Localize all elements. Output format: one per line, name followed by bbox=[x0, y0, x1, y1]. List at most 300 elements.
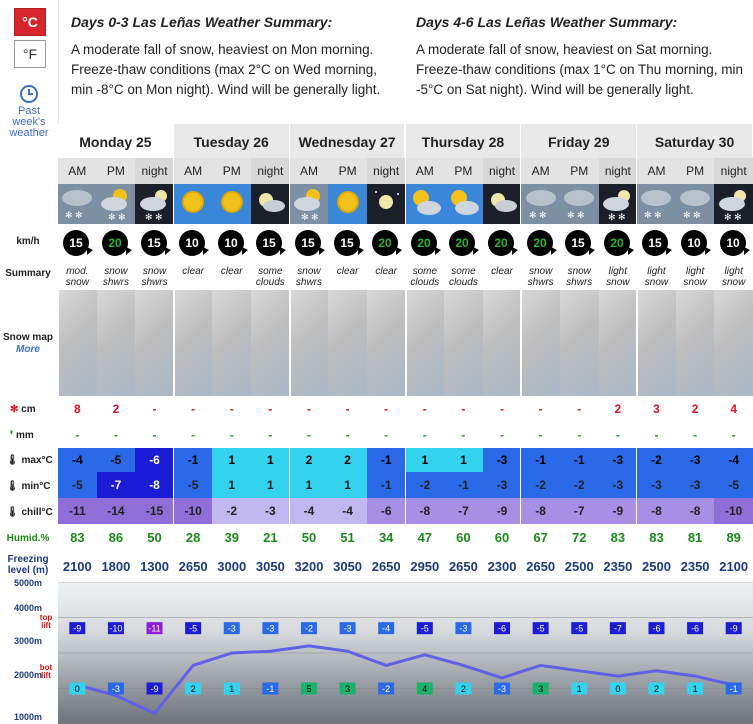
wind-speed: 15 bbox=[301, 236, 315, 250]
summary-word-1: light bbox=[724, 266, 743, 277]
day-header[interactable]: Tuesday 26 bbox=[174, 124, 290, 158]
wind-speed: 20 bbox=[455, 236, 470, 250]
bot-lift-label: bot lift bbox=[39, 663, 53, 680]
wind-speed: 10 bbox=[687, 236, 701, 250]
wind-arrow-icon bbox=[176, 227, 210, 261]
snow-map-thumb[interactable] bbox=[135, 290, 174, 396]
wind-chill-value: -15 bbox=[135, 498, 174, 524]
weather-icon bbox=[367, 184, 406, 224]
max-temp-value: 2 bbox=[328, 448, 367, 472]
max-temp-value: -1 bbox=[174, 448, 213, 472]
wind-chill-value: -7 bbox=[444, 498, 483, 524]
snow-cm-value: - bbox=[422, 402, 427, 416]
min-temp-value: 1 bbox=[290, 472, 329, 498]
period-label: PM bbox=[97, 158, 136, 184]
summary-title-right: Days 4-6 Las Leñas Weather Summary: bbox=[416, 14, 678, 30]
summary-cell bbox=[714, 264, 753, 290]
min-temp-value: -1 bbox=[444, 472, 483, 498]
summary-cell bbox=[367, 264, 406, 290]
wind-speed: 15 bbox=[146, 236, 161, 250]
max-temp-value: -5 bbox=[97, 448, 136, 472]
summary-word-1: snow bbox=[567, 266, 591, 277]
wind-chill-value: -3 bbox=[251, 498, 290, 524]
rain-mm-value: - bbox=[731, 428, 736, 442]
rain-mm-value: - bbox=[577, 428, 582, 442]
day-header[interactable]: Monday 25 bbox=[58, 124, 174, 158]
fahrenheit-button[interactable]: °F bbox=[14, 40, 46, 68]
summary-text-left: A moderate fall of snow, heaviest on Mon morning. Freeze-thaw conditions (max 2°C on Wed morning, min -8°C on Mon night). Wind will be generally light. bbox=[71, 42, 381, 97]
period-label: night bbox=[251, 158, 290, 184]
summary-word-2: shwrs bbox=[566, 277, 593, 288]
wind-speed: 15 bbox=[69, 236, 83, 250]
wind-chill-value: -4 bbox=[328, 498, 367, 524]
summary-word-1: clear bbox=[491, 266, 513, 277]
min-temp-value: -5 bbox=[58, 472, 97, 498]
period-label: night bbox=[483, 158, 522, 184]
summary-days-0-3 bbox=[71, 14, 401, 100]
summary-word-1: clear bbox=[182, 266, 204, 277]
thermometer-icon: 🌡︎ bbox=[6, 455, 19, 466]
wind-arrow-icon bbox=[485, 227, 519, 261]
rain-mm-value: - bbox=[75, 428, 80, 442]
summary-cell bbox=[58, 264, 97, 290]
wind-cell bbox=[328, 224, 367, 264]
summary-word-1: some bbox=[451, 266, 476, 277]
summary-days-4-6 bbox=[416, 14, 746, 100]
wind-cell bbox=[135, 224, 174, 264]
bot-lift-temp: 0 bbox=[615, 684, 621, 694]
wind-chill-value: -8 bbox=[406, 498, 445, 524]
wind-arrow-icon bbox=[562, 227, 596, 261]
wind-cell bbox=[212, 224, 251, 264]
period-label: PM bbox=[560, 158, 599, 184]
wind-chill-value: -10 bbox=[714, 498, 753, 524]
snow-row-label bbox=[0, 404, 66, 415]
wind-arrow-icon bbox=[524, 227, 558, 261]
rain-mm-value: - bbox=[615, 428, 620, 442]
humidity-value: 28 bbox=[185, 530, 201, 545]
top-lift-temp: -5 bbox=[189, 623, 198, 634]
snow-cm-value: 2 bbox=[691, 402, 699, 416]
past-label-3: weather bbox=[9, 127, 49, 139]
bot-lift-temp: 3 bbox=[345, 684, 351, 694]
snow-cm-value: - bbox=[268, 402, 273, 416]
wind-speed: 15 bbox=[339, 236, 354, 250]
snow-map-thumb[interactable] bbox=[444, 290, 483, 396]
snow-cm-value: 3 bbox=[653, 402, 660, 416]
bot-lift-temp: 1 bbox=[692, 684, 698, 694]
period-label: AM bbox=[521, 158, 560, 184]
freezing-level-value: 2500 bbox=[564, 559, 594, 574]
max-temp-value: -3 bbox=[676, 448, 715, 472]
min-row-label bbox=[0, 481, 62, 492]
summary-word-1: clear bbox=[375, 266, 398, 277]
snow-map-thumb[interactable] bbox=[676, 290, 715, 396]
period-label: AM bbox=[637, 158, 676, 184]
wind-arrow-icon bbox=[99, 227, 133, 261]
svg-text:✻ ✻: ✻ ✻ bbox=[300, 212, 319, 222]
snow-cloud-icon bbox=[523, 184, 559, 224]
rain-mm-value: - bbox=[113, 428, 118, 442]
humidity-value: 83 bbox=[70, 530, 85, 545]
top-lift-temp: -7 bbox=[613, 623, 622, 634]
period-label: AM bbox=[174, 158, 213, 184]
summary-word-1: some bbox=[258, 266, 283, 277]
freezing-level-value: 1800 bbox=[101, 559, 131, 574]
summary-word-1: snow bbox=[142, 266, 167, 277]
altitude-2000: 2000m bbox=[13, 670, 43, 680]
svg-text:✻ ✻: ✻ ✻ bbox=[528, 210, 547, 220]
humidity-value: 89 bbox=[726, 530, 741, 545]
min-temp-value: -2 bbox=[521, 472, 560, 498]
humidity-value: 86 bbox=[108, 530, 124, 545]
wind-chill-value: -9 bbox=[483, 498, 522, 524]
wind-chill-value: -7 bbox=[560, 498, 599, 524]
wind-chill-value: -6 bbox=[367, 498, 406, 524]
rain-mm-value: - bbox=[345, 428, 350, 442]
past-label-1: Past bbox=[17, 105, 40, 117]
humidity-value: 34 bbox=[378, 530, 394, 545]
snow-map-thumb[interactable] bbox=[406, 290, 445, 396]
wind-speed: 20 bbox=[494, 236, 508, 250]
summary-cell bbox=[97, 264, 136, 290]
wind-speed: 20 bbox=[378, 236, 392, 250]
weather-icon bbox=[290, 184, 329, 224]
wind-arrow-icon bbox=[331, 227, 365, 261]
rain-mm-value: - bbox=[693, 428, 698, 442]
wind-row-label: km/h bbox=[16, 236, 40, 247]
summary-word-1: light bbox=[608, 266, 628, 277]
period-label: AM bbox=[290, 158, 329, 184]
weather-icon bbox=[676, 184, 715, 224]
thermometer-icon: 🌡︎ bbox=[6, 507, 19, 518]
wind-cell bbox=[483, 224, 522, 264]
day-separator bbox=[520, 124, 521, 582]
period-label: PM bbox=[328, 158, 367, 184]
freezing-level-value: 2500 bbox=[642, 559, 671, 574]
period-label: PM bbox=[444, 158, 483, 184]
summary-cell bbox=[212, 264, 251, 290]
summary-cell bbox=[637, 264, 676, 290]
rain-mm-value: - bbox=[654, 428, 659, 442]
snowflake-icon: ✻ bbox=[10, 404, 19, 415]
summary-cell bbox=[406, 264, 445, 290]
top-lift-temp: -3 bbox=[459, 623, 468, 634]
humidity-value: 21 bbox=[263, 530, 278, 545]
snow-cm-value: - bbox=[577, 402, 582, 416]
humidity-value: 60 bbox=[494, 530, 510, 545]
weather-summary bbox=[58, 0, 753, 125]
period-label: PM bbox=[676, 158, 715, 184]
humidity-value: 67 bbox=[533, 530, 548, 545]
clock-icon bbox=[19, 84, 39, 104]
summary-word-2: clouds bbox=[448, 277, 478, 288]
top-lift-temp: -3 bbox=[343, 623, 352, 634]
snow-cm-value: - bbox=[500, 402, 505, 416]
humidity-value: 83 bbox=[649, 530, 664, 545]
snow-night-icon bbox=[600, 184, 636, 224]
period-label: night bbox=[714, 158, 753, 184]
summary-word-1: light bbox=[647, 266, 666, 277]
summary-text-right: A moderate fall of snow, heaviest on Sat morning. Freeze-thaw conditions (max 1°C on Thu morning, min -5°C on Sat night). Wind will be generally light. bbox=[416, 42, 744, 97]
bot-lift-temp: -1 bbox=[266, 684, 275, 694]
freezing-level-value: 2950 bbox=[410, 559, 440, 574]
wind-speed: 15 bbox=[571, 236, 585, 250]
wind-speed: 20 bbox=[108, 236, 122, 250]
bot-lift-temp: 2 bbox=[653, 684, 659, 694]
wind-chill-value: -2 bbox=[212, 498, 251, 524]
humidity-value: 60 bbox=[456, 530, 471, 545]
min-temp-value: -1 bbox=[367, 472, 406, 498]
humidity-value: 50 bbox=[147, 530, 162, 545]
wind-chill-value: -8 bbox=[637, 498, 676, 524]
top-lift-temp: -6 bbox=[498, 623, 507, 634]
weather-icon bbox=[97, 184, 136, 224]
bot-lift-temp: -3 bbox=[498, 684, 507, 694]
bot-lift-temp: 4 bbox=[422, 684, 428, 694]
wind-speed: 15 bbox=[262, 236, 277, 250]
max-temp-value: -4 bbox=[58, 448, 97, 472]
snow-map-thumb[interactable] bbox=[560, 290, 599, 396]
min-temp-value: -5 bbox=[174, 472, 213, 498]
rain-mm-value: - bbox=[538, 428, 543, 442]
summary-word-1: mod. bbox=[66, 266, 89, 277]
wind-speed: 10 bbox=[725, 236, 740, 250]
wind-chill-value: -8 bbox=[676, 498, 715, 524]
summary-cell bbox=[483, 264, 522, 290]
max-temp-value: -6 bbox=[135, 448, 174, 472]
day-header[interactable]: Friday 29 bbox=[521, 124, 637, 158]
wind-arrow-icon bbox=[138, 227, 172, 261]
rain-mm-value: - bbox=[229, 428, 234, 442]
svg-text:✻ ✻: ✻ ✻ bbox=[607, 212, 626, 222]
snow-map-thumb[interactable] bbox=[637, 290, 676, 396]
wind-speed: 20 bbox=[610, 236, 624, 250]
rain-row-label bbox=[0, 430, 66, 441]
freezing-level-value: 2650 bbox=[178, 559, 208, 574]
min-temp-value: -8 bbox=[135, 472, 174, 498]
weather-icon bbox=[560, 184, 599, 224]
summary-cell bbox=[328, 264, 367, 290]
snow-map-thumb[interactable] bbox=[58, 290, 97, 396]
min-temp-value: -5 bbox=[714, 472, 753, 498]
thermometer-icon: 🌡︎ bbox=[6, 481, 19, 492]
weather-icon bbox=[599, 184, 638, 224]
summary-word-1: some bbox=[412, 266, 438, 277]
min-temp-value: -2 bbox=[406, 472, 445, 498]
summary-title-left: Days 0-3 Las Leñas Weather Summary: bbox=[71, 14, 333, 30]
summary-cell bbox=[290, 264, 329, 290]
bot-lift-temp: 2 bbox=[190, 684, 196, 694]
humidity-value: 51 bbox=[340, 530, 355, 545]
wind-speed: 15 bbox=[648, 236, 663, 250]
bot-lift-temp: 5 bbox=[306, 684, 312, 694]
max-temp-value: -4 bbox=[714, 448, 753, 472]
snow-cm-value: 2 bbox=[614, 402, 622, 416]
top-lift-temp: -9 bbox=[729, 623, 738, 634]
top-lift-temp: -3 bbox=[266, 623, 275, 634]
clear-night-icon bbox=[368, 184, 404, 224]
chill-row-label bbox=[0, 507, 62, 518]
wind-chill-value: -11 bbox=[58, 498, 97, 524]
top-lift-temp: -2 bbox=[304, 623, 313, 634]
summary-word-1: clear bbox=[220, 266, 243, 277]
weather-icon bbox=[406, 184, 445, 224]
snow-cm-value: - bbox=[152, 402, 157, 416]
wind-cell bbox=[97, 224, 136, 264]
svg-text:✻ ✻: ✻ ✻ bbox=[107, 212, 126, 222]
weather-icon bbox=[483, 184, 522, 224]
summary-word-1: clear bbox=[336, 266, 359, 277]
day-separator bbox=[405, 124, 406, 582]
min-temp-value: 1 bbox=[328, 472, 367, 498]
summary-cell bbox=[135, 264, 174, 290]
summary-cell bbox=[251, 264, 290, 290]
past-weather-link[interactable] bbox=[4, 84, 54, 139]
freezing-level-value: 3000 bbox=[217, 559, 247, 574]
summary-word-2: shwrs bbox=[102, 277, 129, 288]
summary-word-2: shwrs bbox=[295, 277, 323, 288]
wind-cell bbox=[174, 224, 213, 264]
wind-cell bbox=[560, 224, 599, 264]
day-header[interactable]: Wednesday 27 bbox=[290, 124, 406, 158]
day-header[interactable]: Thursday 28 bbox=[406, 124, 522, 158]
snow-cm-value: - bbox=[384, 402, 389, 416]
wind-speed: 20 bbox=[532, 236, 547, 250]
freezing-level-value: 2300 bbox=[487, 559, 517, 574]
humidity-value: 81 bbox=[687, 530, 703, 545]
wind-arrow-icon bbox=[369, 227, 403, 261]
snow-map-thumb[interactable] bbox=[521, 290, 560, 396]
svg-text:✻ ✻: ✻ ✻ bbox=[723, 212, 742, 222]
min-temp-value: -2 bbox=[560, 472, 599, 498]
bot-lift-temp: -1 bbox=[729, 684, 738, 694]
top-lift-temp: -3 bbox=[227, 623, 236, 634]
snow-cloud-icon bbox=[561, 184, 597, 224]
summary-cell bbox=[599, 264, 638, 290]
bot-lift-temp: 1 bbox=[576, 684, 582, 694]
freezing-row-label-1: Freezing bbox=[7, 554, 49, 565]
cloud-sun-icon bbox=[445, 184, 481, 224]
max-temp-value: -3 bbox=[483, 448, 522, 472]
rain-mm-value: - bbox=[268, 428, 273, 442]
rain-mm-value: - bbox=[422, 428, 427, 442]
weather-icon bbox=[58, 184, 97, 224]
snowmap-more-link[interactable]: More bbox=[16, 344, 40, 355]
snow-map-thumb[interactable] bbox=[174, 290, 213, 396]
wind-chill-value: -8 bbox=[521, 498, 560, 524]
summary-word-2: snow bbox=[644, 277, 669, 288]
snow-map-thumb[interactable] bbox=[714, 290, 753, 396]
rain-mm-value: - bbox=[500, 428, 505, 442]
snow-cm-value: - bbox=[345, 402, 350, 416]
summary-word-2: snow bbox=[683, 277, 707, 288]
max-temp-value: 1 bbox=[212, 448, 251, 472]
snow-cm-value: - bbox=[306, 402, 311, 416]
humidity-value: 50 bbox=[301, 530, 317, 545]
wind-cell bbox=[676, 224, 715, 264]
snow-cm-value: 4 bbox=[730, 402, 738, 416]
chill-label: chill°C bbox=[21, 507, 53, 518]
max-label: max°C bbox=[21, 455, 53, 466]
summary-word-2: snow bbox=[65, 277, 89, 288]
day-header[interactable]: Saturday 30 bbox=[637, 124, 753, 158]
wind-cell bbox=[251, 224, 290, 264]
min-temp-value: -3 bbox=[676, 472, 715, 498]
bot-lift-temp: 0 bbox=[74, 684, 80, 694]
left-panel bbox=[0, 0, 58, 724]
summary-cell bbox=[521, 264, 560, 290]
freezing-level-chart bbox=[58, 582, 753, 724]
snow-map-thumb[interactable] bbox=[212, 290, 251, 396]
weather-icon bbox=[135, 184, 174, 224]
snowmap-row-label: Snow map bbox=[2, 332, 53, 343]
snow-cloud-icon bbox=[677, 184, 713, 224]
wind-cell bbox=[290, 224, 329, 264]
snow-map-thumb[interactable] bbox=[290, 290, 329, 396]
rain-mm-value: - bbox=[384, 428, 389, 442]
snow-sun-icon bbox=[98, 184, 134, 224]
altitude-3000: 3000m bbox=[13, 636, 43, 646]
snow-cm-value: 2 bbox=[112, 402, 120, 416]
sun-icon bbox=[214, 184, 250, 224]
period-label: night bbox=[135, 158, 174, 184]
top-lift-temp: -5 bbox=[575, 623, 584, 634]
freezing-level-value: 1300 bbox=[140, 559, 169, 574]
day-separator bbox=[173, 124, 174, 582]
snow-map-thumb[interactable] bbox=[483, 290, 522, 396]
celsius-button[interactable]: °C bbox=[14, 8, 46, 36]
wind-chill-value: -10 bbox=[174, 498, 213, 524]
sun-icon bbox=[175, 184, 211, 224]
cloud-sun-icon bbox=[407, 184, 443, 224]
wind-cell bbox=[444, 224, 483, 264]
wind-arrow-icon bbox=[446, 227, 480, 261]
snow-map-thumb[interactable] bbox=[367, 290, 406, 396]
rain-mm-value: - bbox=[191, 428, 196, 442]
rain-mm-value: - bbox=[306, 428, 311, 442]
summary-cell bbox=[174, 264, 213, 290]
wind-arrow-icon bbox=[639, 227, 673, 261]
snow-map-thumb[interactable] bbox=[599, 290, 638, 396]
wind-arrow-icon bbox=[408, 227, 442, 261]
snow-cm-value: - bbox=[538, 402, 543, 416]
humidity-value: 72 bbox=[572, 530, 587, 545]
bot-lift-temp: 1 bbox=[229, 684, 235, 694]
snow-cm-value: 8 bbox=[73, 402, 81, 416]
snow-cm-value: - bbox=[191, 402, 196, 416]
snow-map-thumb[interactable] bbox=[97, 290, 136, 396]
summary-word-2: snow bbox=[606, 277, 630, 288]
day-separator bbox=[636, 124, 637, 582]
freezing-level-value: 2650 bbox=[526, 559, 556, 574]
past-label-2: week's bbox=[12, 116, 46, 128]
max-temp-value: -2 bbox=[637, 448, 676, 472]
freezing-level-value: 3050 bbox=[333, 559, 363, 574]
wind-cell bbox=[58, 224, 97, 264]
snow-cm-value: - bbox=[229, 402, 234, 416]
max-temp-value: -1 bbox=[560, 448, 599, 472]
snow-map-thumb[interactable] bbox=[328, 290, 367, 396]
min-temp-value: 1 bbox=[251, 472, 290, 498]
snow-map-thumb[interactable] bbox=[251, 290, 290, 396]
altitude-4000: 4000m bbox=[13, 603, 43, 613]
freezing-row-label-2: level (m) bbox=[7, 565, 49, 576]
altitude-1000: 1000m bbox=[13, 712, 43, 722]
wind-arrow-icon bbox=[678, 227, 712, 261]
snow-night-icon bbox=[137, 184, 173, 224]
top-lift-temp: -10 bbox=[109, 623, 123, 634]
